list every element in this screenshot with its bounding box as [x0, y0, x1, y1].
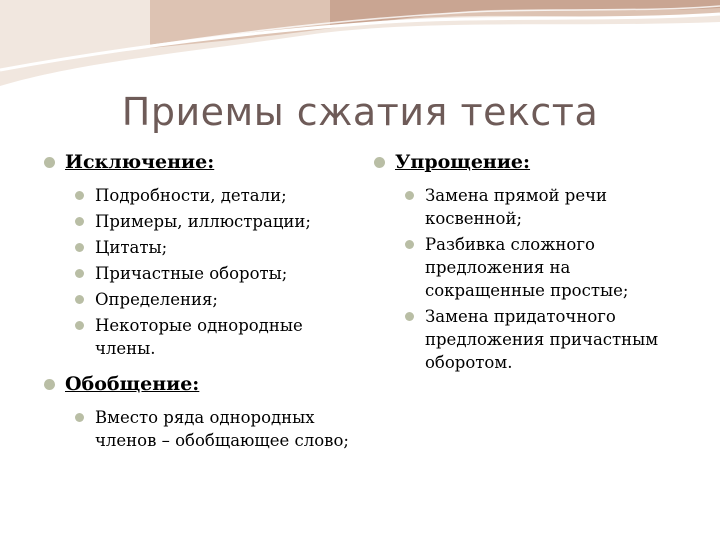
list-item: Замена прямой речи косвенной; [402, 184, 682, 230]
generalization-list [42, 406, 367, 452]
bullet-dot-icon [75, 243, 84, 252]
list-item: Замена придаточного предложения причастным оборотом. [402, 305, 682, 374]
bullet-dot-icon [44, 157, 55, 168]
bullet-dot-icon [405, 191, 414, 200]
list-item: Цитаты; [72, 236, 367, 259]
list-item: Определения; [72, 288, 367, 311]
bullet-dot-icon [75, 191, 84, 200]
right-column [372, 150, 682, 380]
bullet-dot-icon [75, 295, 84, 304]
section-heading-exclusion: Исключение: [42, 150, 367, 174]
list-item: Некоторые однородные члены. [72, 314, 367, 360]
exclusion-list [42, 184, 367, 360]
section-heading-simplification: Упрощение: [372, 150, 682, 174]
bullet-dot-icon [44, 379, 55, 390]
left-column [42, 150, 367, 458]
list-item: Подробности, детали; [72, 184, 367, 207]
slide-title: Приемы сжатия текста [121, 90, 599, 134]
bullet-dot-icon [75, 413, 84, 422]
list-item: Причастные обороты; [72, 262, 367, 285]
bullet-dot-icon [75, 217, 84, 226]
bullet-dot-icon [75, 321, 84, 330]
bullet-dot-icon [405, 240, 414, 249]
list-item: Вместо ряда однородных членов – обобщающее слово; [72, 406, 367, 452]
list-item: Разбивка сложного предложения на сокращенные простые; [402, 233, 682, 302]
bullet-dot-icon [75, 269, 84, 278]
bullet-dot-icon [405, 312, 414, 321]
bullet-dot-icon [374, 157, 385, 168]
list-item: Примеры, иллюстрации; [72, 210, 367, 233]
simplification-list [372, 184, 682, 374]
section-heading-generalization: Обобщение: [42, 372, 367, 396]
